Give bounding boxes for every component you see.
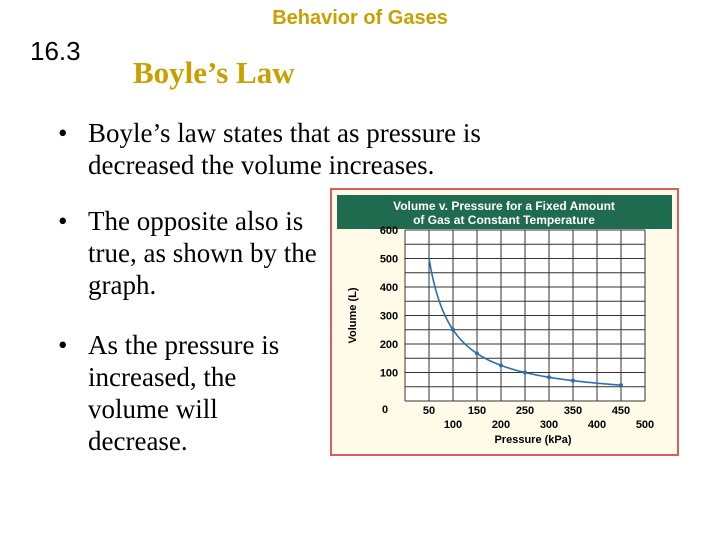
x-tick-label: 500 <box>635 419 655 431</box>
bullet-1-text: Boyle’s law states that as pressure is decreased the volume increases. <box>88 118 481 180</box>
x-tick-label: 0 <box>381 404 389 416</box>
x-tick-label: 400 <box>587 419 607 431</box>
y-tick-label: 400 <box>379 282 399 294</box>
x-tick-label: 450 <box>611 405 631 417</box>
data-point <box>523 371 527 375</box>
bullet-1 <box>58 117 568 181</box>
data-point <box>547 375 551 379</box>
chart-title-line: of Gas at Constant Temperature <box>413 213 595 227</box>
x-tick-label: 250 <box>515 405 535 417</box>
x-tick-label: 50 <box>422 405 436 417</box>
chart-svg <box>332 190 677 454</box>
data-point <box>619 383 623 387</box>
boyles-law-chart <box>330 188 679 456</box>
bullet-2 <box>58 205 323 301</box>
x-tick-label: 300 <box>539 419 559 431</box>
bullet-dot: • <box>58 330 68 360</box>
y-axis-label: Volume (L) <box>347 287 359 344</box>
bullet-2-text: The opposite also is true, as shown by the graph. <box>88 206 317 300</box>
y-tick-label: 100 <box>379 367 399 380</box>
x-axis-label: Pressure (kPa) <box>494 434 572 446</box>
y-tick-label: 600 <box>379 225 399 237</box>
bullet-3 <box>58 329 323 457</box>
data-point <box>571 379 575 383</box>
bullet-3-text: As the pressure is increased, the volume will decrease. <box>88 330 280 456</box>
x-tick-label: 200 <box>491 419 511 431</box>
x-tick-label: 150 <box>467 405 487 417</box>
x-tick-label: 100 <box>443 419 463 431</box>
y-tick-label: 500 <box>379 253 399 266</box>
x-tick-label: 350 <box>563 405 583 417</box>
header-title: Behavior of Gases <box>272 7 448 29</box>
y-tick-label: 200 <box>379 339 399 351</box>
section-number: 16.3 <box>30 36 81 66</box>
slide-title: Boyle’s Law <box>133 55 295 90</box>
data-point <box>499 363 503 367</box>
data-point <box>475 352 479 356</box>
data-point <box>451 328 455 332</box>
bullet-dot: • <box>58 118 68 148</box>
chart-title-line: Volume v. Pressure for a Fixed Amount <box>393 199 615 213</box>
bullet-dot: • <box>58 206 68 236</box>
y-tick-label: 300 <box>379 310 399 323</box>
